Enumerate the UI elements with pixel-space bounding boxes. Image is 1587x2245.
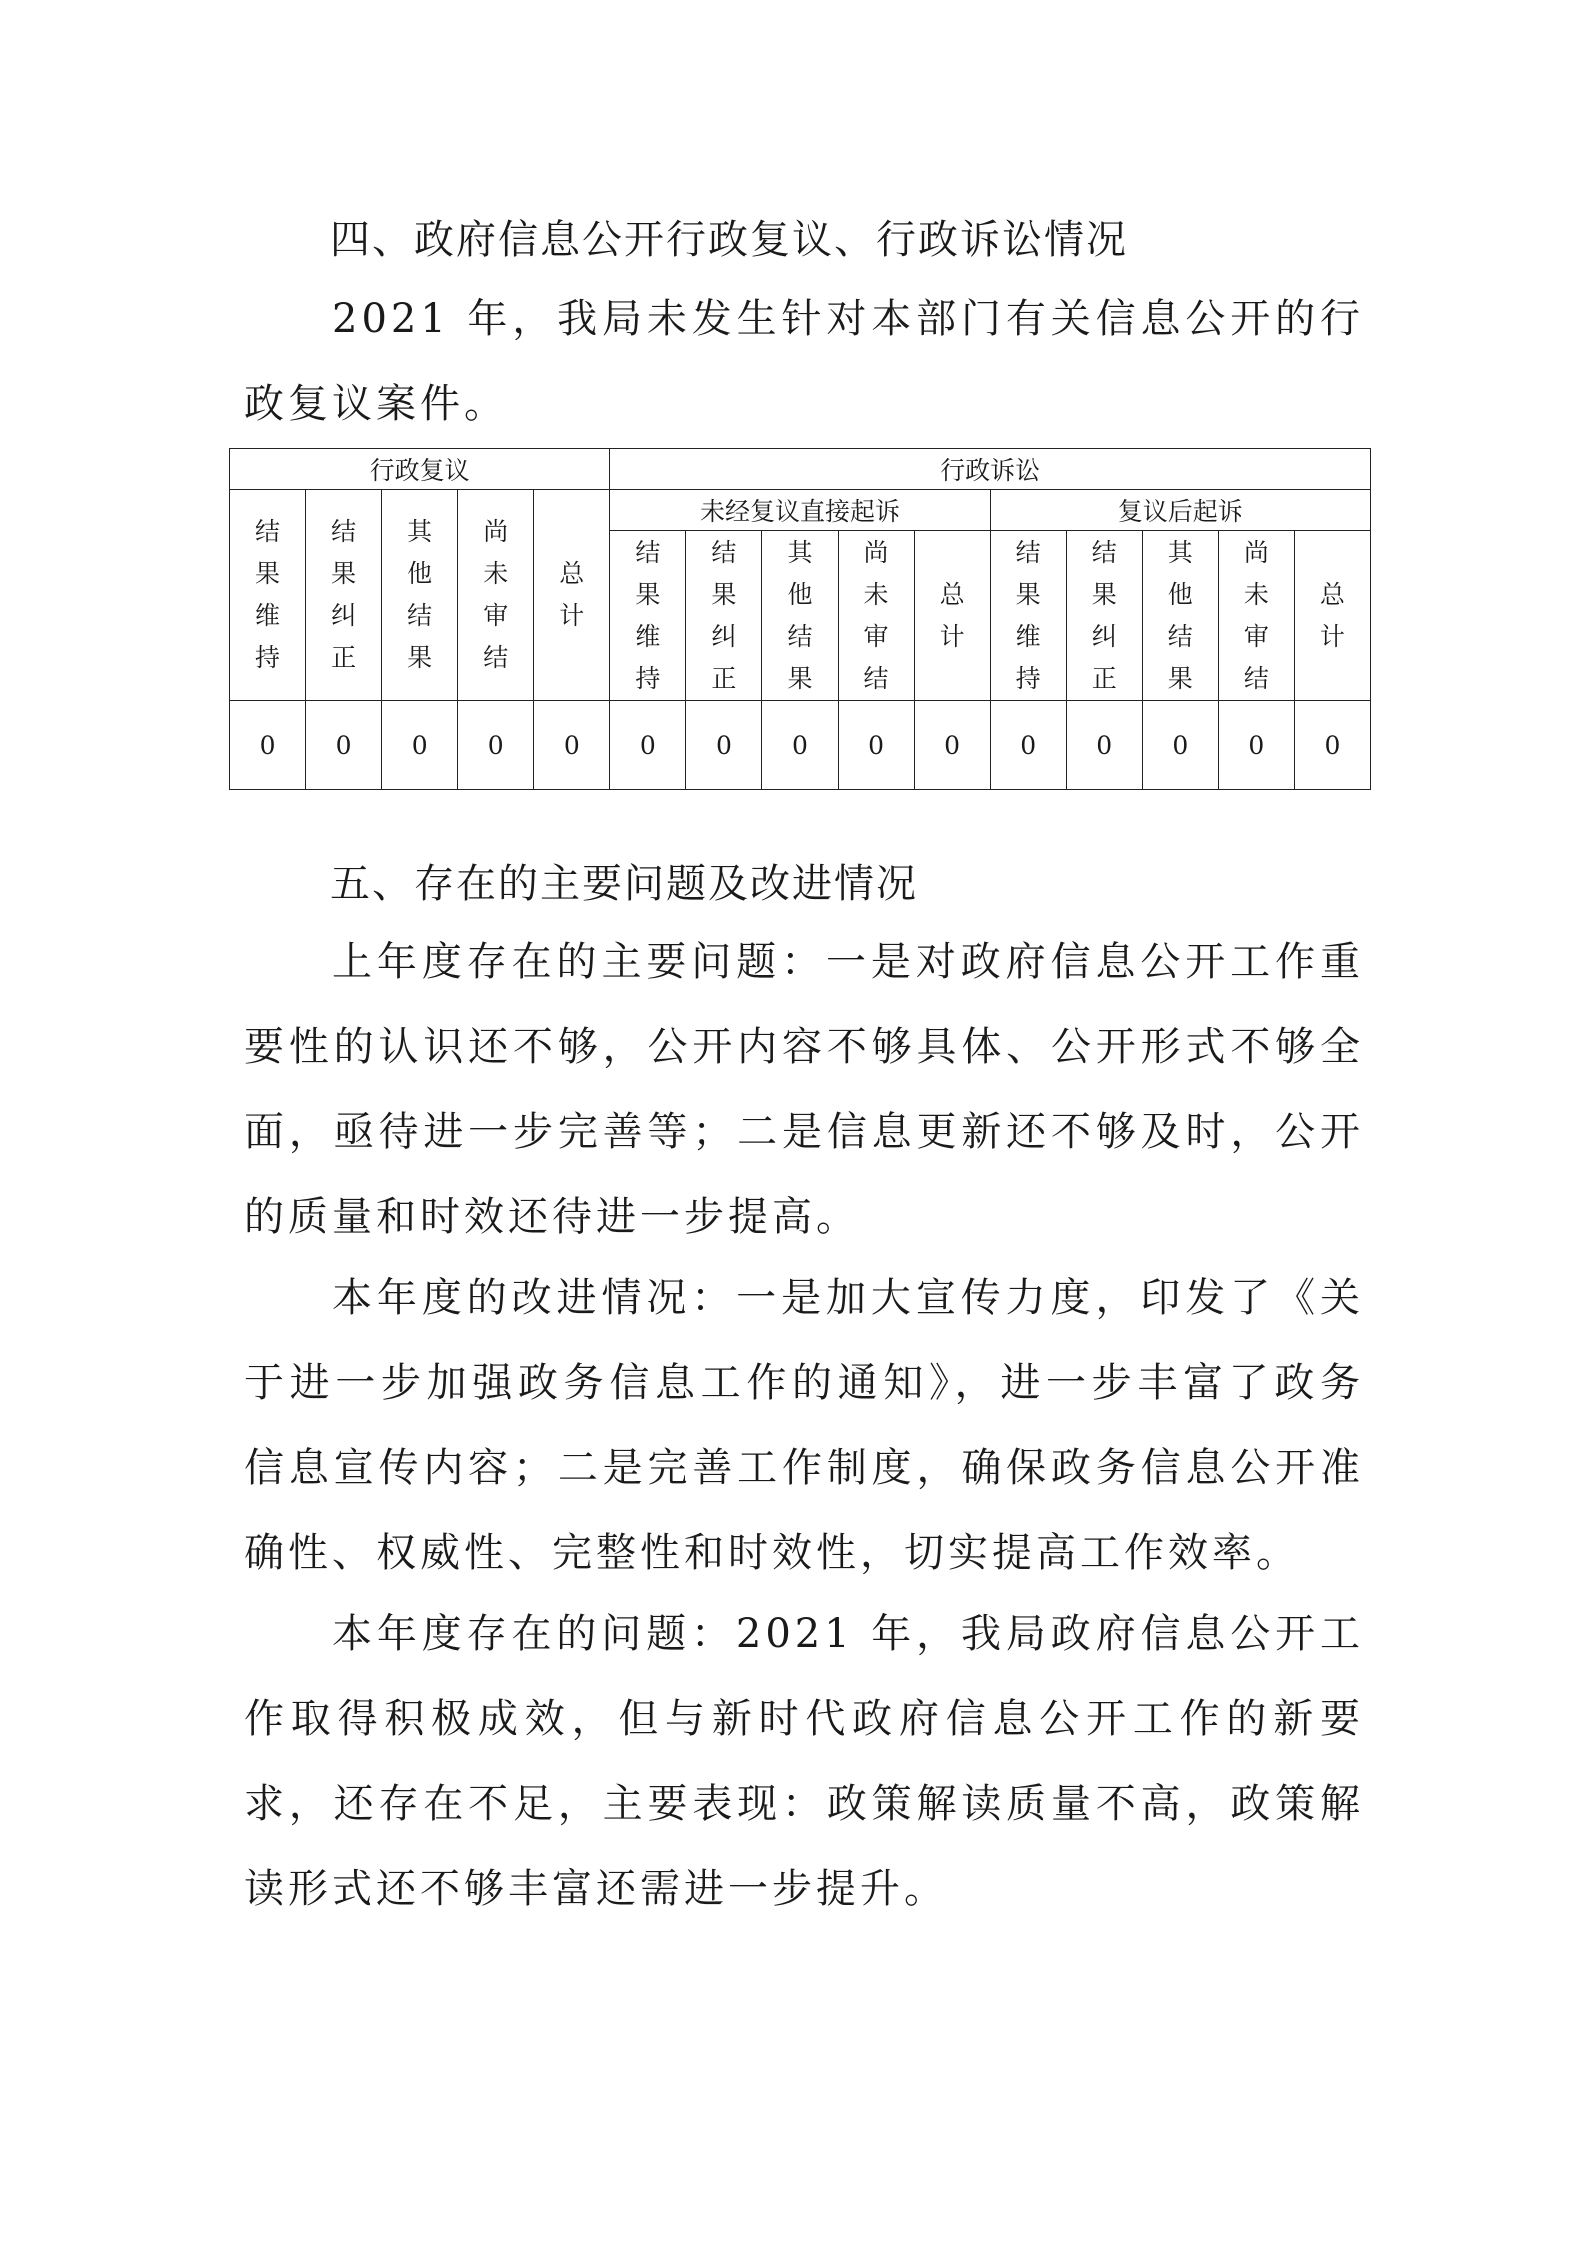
direct-col-maintained: 结果维持: [610, 531, 686, 701]
section4-heading: 四、政府信息公开行政复议、行政诉讼情况: [330, 217, 1128, 263]
after-col-total: 总计: [1294, 531, 1370, 701]
after-col-pending: 尚未审结: [1218, 531, 1294, 701]
value-cell: 0: [458, 701, 534, 790]
subgroup-after-review-suit: 复议后起诉: [990, 490, 1370, 531]
section5-paragraph-2: 本年度的改进情况：一是加大宣传力度，印发了《关于进一步加强政务信息工作的通知》，进一步丰富了政务信息宣传内容；二是完善工作制度，确保政务信息公开准确性、权威性、完整性和时效性，切实提高工作效率。: [244, 1275, 1364, 1576]
review-col-total: 总计: [534, 490, 610, 701]
review-col-maintained: 结果维持: [230, 490, 306, 701]
group-admin-litigation: 行政诉讼: [610, 449, 1371, 490]
direct-col-pending: 尚未审结: [838, 531, 914, 701]
value-cell: 0: [382, 701, 458, 790]
value-cell: 0: [914, 701, 990, 790]
group-admin-review: 行政复议: [230, 449, 610, 490]
value-cell: 0: [1294, 701, 1370, 790]
value-cell: 0: [230, 701, 306, 790]
value-cell: 0: [686, 701, 762, 790]
value-cell: 0: [762, 701, 838, 790]
after-col-maintained: 结果维持: [990, 531, 1066, 701]
value-cell: 0: [838, 701, 914, 790]
review-col-other: 其他结果: [382, 490, 458, 701]
value-cell: 0: [1066, 701, 1142, 790]
direct-col-total: 总计: [914, 531, 990, 701]
value-cell: 0: [306, 701, 382, 790]
after-col-other: 其他结果: [1142, 531, 1218, 701]
section5-paragraph-1: 上年度存在的主要问题：一是对政府信息公开工作重要性的认识还不够，公开内容不够具体、公开形式不够全面，亟待进一步完善等；二是信息更新还不够及时，公开的质量和时效还待进一步提高。: [244, 939, 1364, 1240]
value-cell: 0: [610, 701, 686, 790]
value-cell: 0: [534, 701, 610, 790]
review-col-pending: 尚未审结: [458, 490, 534, 701]
value-cell: 0: [1142, 701, 1218, 790]
direct-col-other: 其他结果: [762, 531, 838, 701]
section5-paragraph-3: 本年度存在的问题：2021 年，我局政府信息公开工作取得积极成效，但与新时代政府信息公开工作的新要求，还存在不足，主要表现：政策解读质量不高，政策解读形式还不够丰富还需进一步提升。: [244, 1611, 1364, 1912]
review-col-corrected: 结果纠正: [306, 490, 382, 701]
value-cell: 0: [1218, 701, 1294, 790]
section4-paragraph: 2021 年，我局未发生针对本部门有关信息公开的行政复议案件。: [244, 296, 1364, 427]
value-cell: 0: [990, 701, 1066, 790]
direct-col-corrected: 结果纠正: [686, 531, 762, 701]
section5-heading: 五、存在的主要问题及改进情况: [330, 861, 918, 907]
review-litigation-table: [229, 448, 1371, 790]
subgroup-direct-suit: 未经复议直接起诉: [610, 490, 990, 531]
after-col-corrected: 结果纠正: [1066, 531, 1142, 701]
